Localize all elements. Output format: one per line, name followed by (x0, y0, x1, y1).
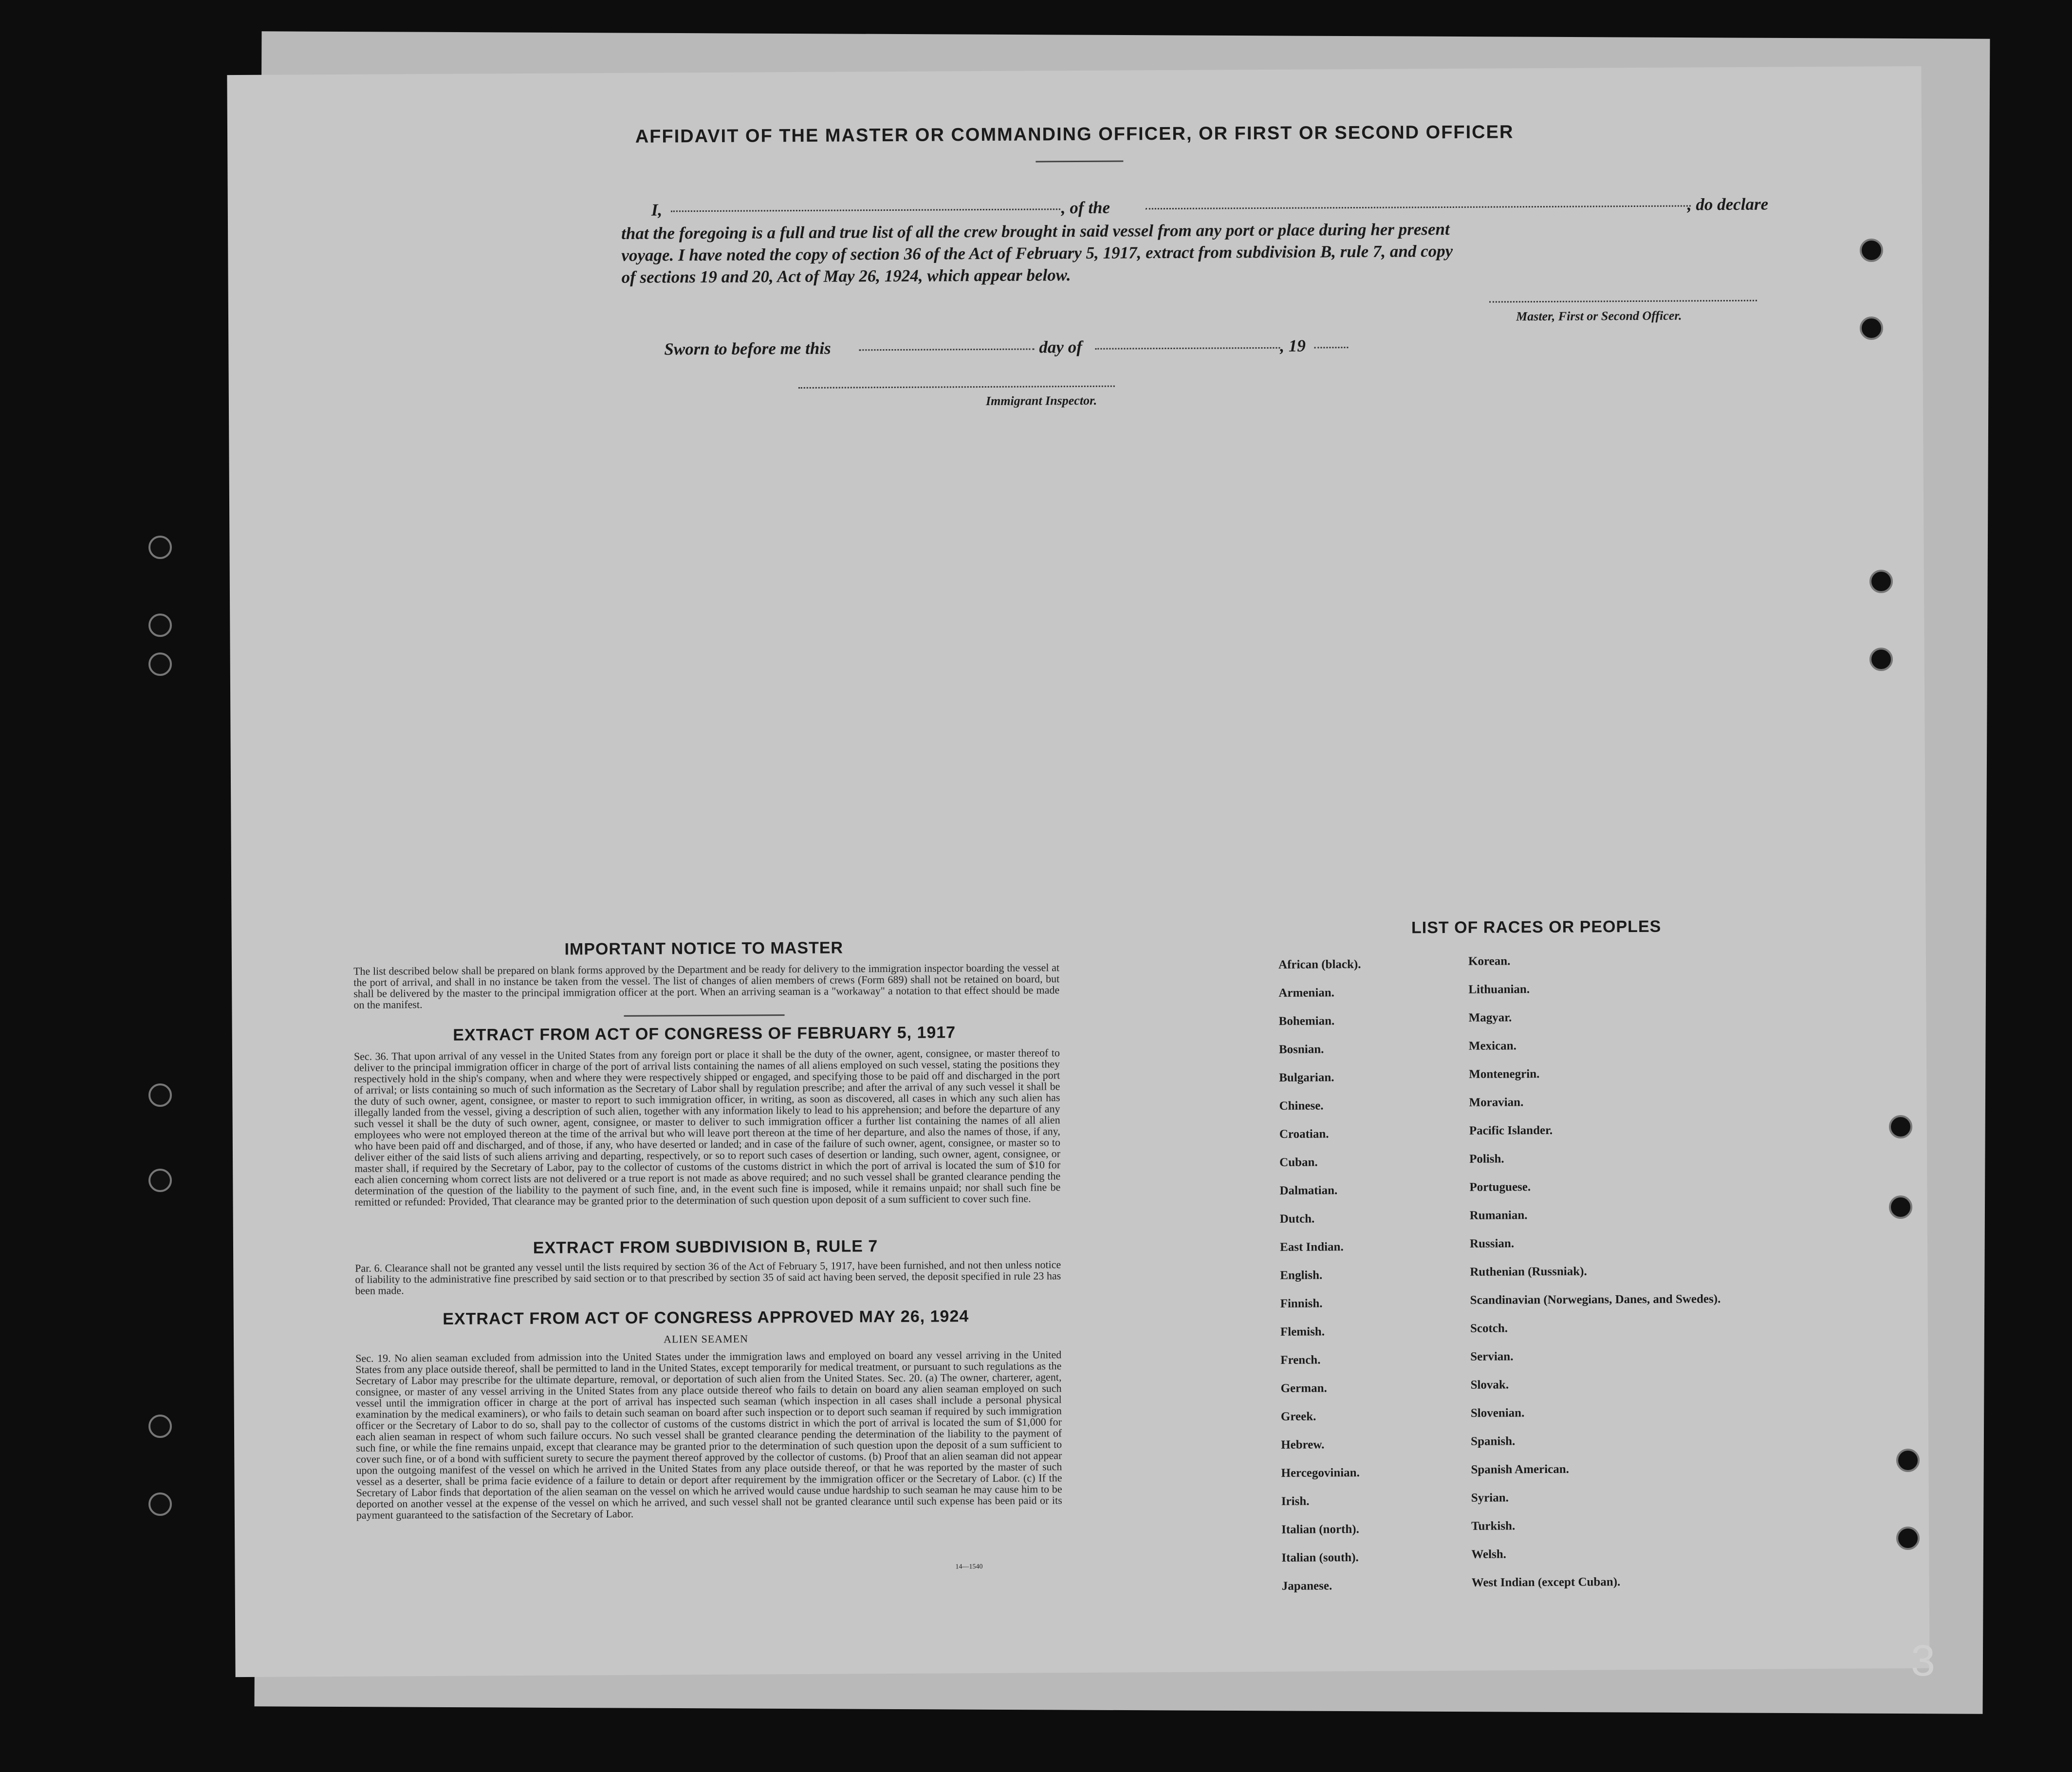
race-item: English. (1280, 1268, 1323, 1282)
race-item: Hebrew. (1281, 1438, 1325, 1452)
subdivision-b-body: Par. 6. Clearance shall not be granted any vessel until the lists required by section 36 of the Act of February 5, 1917, have been furnished, and not then unless notice of liability to the administrative fine prescribed by said section or to that prescribed by section 35 of said act having been served, the deposit specified in rule 23 has been made. (355, 1258, 1061, 1297)
race-item: East Indian. (1279, 1240, 1344, 1254)
master-signature-line[interactable] (1489, 300, 1757, 303)
vessel-field-line[interactable] (1146, 205, 1691, 209)
race-item: Slovak. (1470, 1378, 1509, 1392)
binder-hole (1869, 570, 1893, 593)
binder-hole (148, 1083, 172, 1107)
binder-hole (1860, 317, 1883, 340)
races-right-column (1468, 946, 1722, 1597)
race-item: Flemish. (1280, 1325, 1325, 1339)
sworn-label: Sworn to before me this (664, 338, 831, 359)
extract-1917-body: Sec. 36. That upon arrival of any vessel in the United States from any foreign port or place it shall be the duty of the owner, agent, consignee, or master thereof to deliver to the principal immigration officer in charge of the port of arrival lists containing the names of all aliens employed on such vessel, stating the positions they respectively hold in the ship's company, when and where they were respectively shipped or engaged, and specifying those to be paid off and discharged in the port of arrival; or lists containing so much of such information as the Secretary of Labor shall by regulation prescribe; and after the arrival of any such vessel it shall be the duty of such owner, agent, consignee, or master to report to such immigration officer, in writing, as soon as discovered, all cases in which any such alien has illegally landed from the vessel, giving a description of such alien, together with any information likely to lead to his apprehension; and before the departure of any such vessel it shall be the duty of such owner, agent, consignee, or master to deliver to such immigration officer a further list containing the names of all alien employees who were not employed thereon at the time of the arrival but who will leave port thereon at the time of her departure, and also the names of those, if any, who have been paid off and discharged, and of those, if any, who have deserted or landed; and in case of the failure of such owner, agent, consignee, or master so to deliver either of the said lists of such aliens arriving and departing, respectively, or so to report such cases of desertion or landing, such owner, agent, consignee, or master shall, if required by the Secretary of Labor, pay to the collector of customs of the customs district in which the port of arrival is located the sum of $10 for each alien concerning whom correct lists are not delivered or a true report is not made as above required; and no such vessel shall be granted clearance pending the determination of the question of the liability to the payment of such fine, and, in the event such fine is imposed, while it remains unpaid; nor shall such fine be remitted or refunded: Provided, That clearance may be granted prior to the determination of such question upon deposit of a sum sufficient to cover such fine. (353, 1046, 1061, 1208)
race-item: Bohemian. (1278, 1014, 1335, 1028)
race-item: African (black). (1278, 957, 1361, 971)
affidavit-i-label: I, (651, 200, 663, 220)
affidavit-do-declare: , do declare (1687, 194, 1769, 214)
race-item: Spanish American. (1471, 1462, 1569, 1476)
extract-1924-heading: EXTRACT FROM ACT OF CONGRESS APPROVED MAY 26, 1924 (443, 1307, 969, 1328)
form-number: 14—1540 (955, 1563, 983, 1571)
race-item: Scotch. (1470, 1322, 1508, 1335)
race-item: Lithuanian. (1468, 983, 1530, 996)
affidavit-of-the: , of the (1061, 198, 1110, 218)
affidavit-line-3: voyage. I have noted the copy of section 36 of the Act of February 5, 1917, extract from subdivision B, rule 7, and copy (621, 241, 1453, 265)
race-item: Bosnian. (1278, 1043, 1324, 1056)
race-item: Cuban. (1279, 1156, 1318, 1169)
subdivision-b-heading: EXTRACT FROM SUBDIVISION B, RULE 7 (533, 1237, 878, 1257)
notice-rule (624, 1014, 785, 1017)
binder-hole (1869, 648, 1893, 671)
affidavit-title: AFFIDAVIT OF THE MASTER OR COMMANDING OFFICER, OR FIRST OR SECOND OFFICER (635, 122, 1514, 147)
binder-hole (148, 536, 172, 559)
race-item: Slovenian. (1470, 1406, 1525, 1420)
race-item: Croatian. (1279, 1127, 1329, 1141)
bleed-through-text (1227, 419, 1237, 438)
race-item: Syrian. (1471, 1491, 1509, 1505)
race-item: German. (1280, 1381, 1327, 1395)
binder-hole (1896, 1449, 1920, 1472)
race-item: Rumanian. (1469, 1209, 1528, 1222)
race-item: Spanish. (1471, 1435, 1516, 1448)
race-item: Dutch. (1279, 1212, 1315, 1226)
race-item: Russian. (1469, 1237, 1515, 1250)
race-item: West Indian (except Cuban). (1471, 1575, 1621, 1589)
race-item: Italian (south). (1281, 1551, 1359, 1565)
races-left-column (1278, 951, 1364, 1601)
race-item: Finnish. (1280, 1297, 1323, 1310)
race-item: Armenian. (1278, 986, 1334, 1000)
race-item: Portuguese. (1469, 1180, 1531, 1194)
binder-hole (1860, 239, 1883, 262)
notice-body: The list described below shall be prepared on blank forms approved by the Department and be ready for delivery to the immigration inspector boarding the vessel at the port of arrival, and shall in no instance be taken from the vessel. The list of changes of alien members of crews (Form 689) shall not be retained on board, but shall be delivered by the master to the principal immigration officer at the port. When an arriving seaman is a "workaway" a notation to that effect should be made on the manifest. (353, 961, 1060, 1011)
binder-hole (148, 614, 172, 637)
race-item: Bulgarian. (1279, 1071, 1334, 1084)
race-item: Irish. (1281, 1494, 1310, 1508)
master-signature-label: Master, First or Second Officer. (1516, 308, 1682, 324)
binder-hole (148, 1415, 172, 1438)
race-item: Chinese. (1279, 1099, 1324, 1113)
race-item: Korean. (1468, 954, 1511, 968)
race-item: Turkish. (1471, 1519, 1516, 1533)
race-item: Ruthenian (Russniak). (1470, 1265, 1587, 1279)
race-item: Pacific Islander. (1469, 1123, 1553, 1138)
page-number: 3 (1911, 1637, 1936, 1685)
race-item: Magyar. (1468, 1011, 1512, 1025)
race-item: Japanese. (1281, 1579, 1332, 1593)
sworn-day-line[interactable] (859, 348, 1034, 351)
binder-hole (1889, 1195, 1912, 1219)
sworn-month-line[interactable] (1095, 347, 1280, 350)
race-item: Servian. (1470, 1350, 1514, 1363)
race-item: Hercegovinian. (1281, 1466, 1360, 1480)
extract-1917-heading: EXTRACT FROM ACT OF CONGRESS OF FEBRUARY 5, 1917 (453, 1023, 956, 1045)
year-label: , 19 (1280, 336, 1306, 355)
binder-hole (148, 1492, 172, 1516)
affidavit-line-2: that the foregoing is a full and true list of all the crew brought in said vessel from any port or place during her present (621, 219, 1450, 243)
race-item: French. (1280, 1353, 1321, 1367)
document-page (227, 66, 1929, 1677)
binder-hole (1896, 1527, 1920, 1550)
binder-hole (148, 1169, 172, 1192)
race-item: Greek. (1280, 1410, 1316, 1423)
notice-heading: IMPORTANT NOTICE TO MASTER (564, 938, 844, 959)
title-rule (1036, 160, 1123, 162)
race-item: Scandinavian (Norwegians, Danes, and Swedes). (1470, 1292, 1721, 1307)
affidavit-line-4: of sections 19 and 20, Act of May 26, 1924, which appear below. (621, 265, 1071, 287)
inspector-label: Immigrant Inspector. (985, 393, 1097, 408)
inspector-signature-line[interactable] (798, 386, 1115, 389)
name-field-line[interactable] (671, 208, 1060, 212)
sworn-year-line[interactable] (1314, 347, 1348, 348)
races-heading: LIST OF RACES OR PEOPLES (1411, 917, 1662, 937)
race-item: Welsh. (1471, 1548, 1506, 1561)
binder-hole (148, 653, 172, 676)
race-item: Dalmatian. (1279, 1184, 1338, 1197)
race-item: Polish. (1469, 1152, 1504, 1166)
day-of-label: day of (1039, 337, 1082, 357)
race-item: Italian (north). (1281, 1522, 1359, 1536)
extract-1924-body: Sec. 19. No alien seaman excluded from admission into the United States under the immigration laws and employed on board any vessel arriving in the United States from any place outside thereof, shall be permitted to land in the United States, except temporarily for medical treatment, or pursuant to such regulations as the Secretary of Labor may prescribe for the ultimate departure, removal, or deportation of such alien from the United States. Sec. 20. (a) The owner, charterer, agent, consignee, or master of any vessel arriving in the United States from any place outside thereof who fails to detain on board any alien seaman employed on such vessel until the immigration officer in charge at the port of arrival has inspected such seaman (which inspection in all cases shall include a personal physical examination by the medical examiners), or who fails to detain such seaman on board after such inspection or to deport such seaman if required by such immigration officer or the Secretary of Labor to do so, shall pay to the collector of customs of the customs district in which the port of arrival is located the sum of $1,000 for each alien seaman in respect of whom such failure occurs. No such vessel shall be granted clearance pending the determination of the liability to the payment of such fine, or while the fine remains unpaid, except that clearance may be granted prior to the determination of such question upon the deposit of a sum sufficient to cover such fine, or of a bond with sufficient surety to secure the payment thereof approved by the collector of customs. (b) Proof that an alien seaman did not appear upon the outgoing manifest of the vessel on which he arrived in the United States from any place outside thereof, or that he was reported by the master of such vessel as a deserter, shall be prima facie evidence of a failure to detain or deport after requirement by the immigration officer or the Secretary of Labor. (c) If the Secretary of Labor finds that deportation of the alien seaman on the vessel on which he arrived would cause undue hardship to such seaman he may cause him to be deported on another vessel at the expense of the vessel on which he arrived, and such vessel shall not be granted clearance until such expense has been paid or its payment guaranteed to the satisfaction of the Secretary of Labor. (355, 1348, 1062, 1521)
race-item: Mexican. (1468, 1039, 1517, 1053)
race-item: Montenegrin. (1469, 1067, 1540, 1081)
race-item: Moravian. (1469, 1096, 1524, 1109)
binder-hole (1889, 1115, 1912, 1138)
extract-1924-subheading: ALIEN SEAMEN (663, 1332, 749, 1345)
